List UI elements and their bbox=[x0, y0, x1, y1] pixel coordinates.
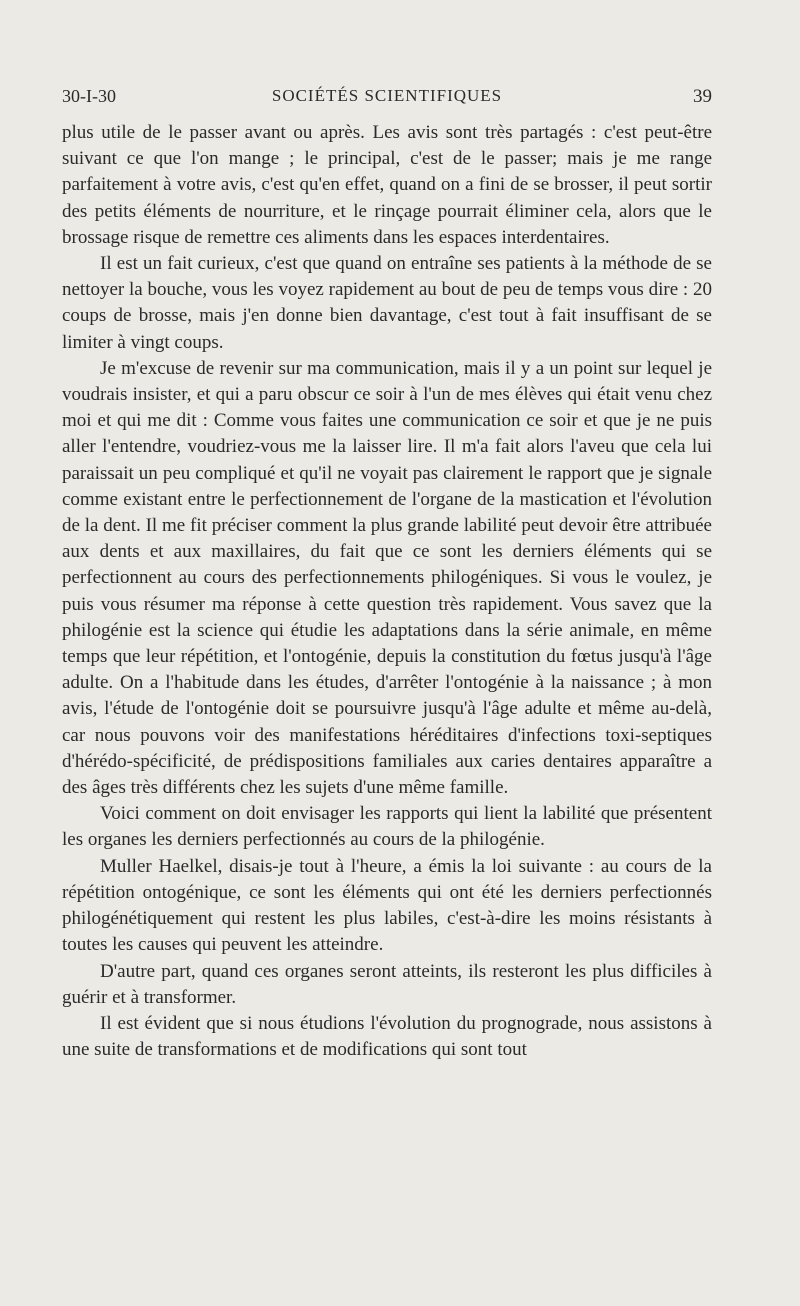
header-title: SOCIÉTÉS SCIENTIFIQUES bbox=[271, 86, 503, 105]
header-date: 30-I-30 bbox=[62, 86, 116, 106]
body-text bbox=[62, 120, 712, 1063]
running-header bbox=[62, 86, 712, 114]
paragraph: Voici comment on doit envisager les rapports qui lient la labilité que présentent les organes les derniers perfectionnés au cours de la philogénie. bbox=[62, 803, 712, 851]
paragraph: D'autre part, quand ces organes seront atteints, ils resteront les plus difficiles à guérir et à transformer. bbox=[62, 960, 712, 1008]
paragraph: Il est évident que si nous étudions l'évolution du prognograde, nous assistons à une suite de transformations et de modifications qui sont tout bbox=[62, 1012, 712, 1061]
paragraph-continued: plus utile de le passer avant ou après. Les avis sont très partagés : c'est peut-être suivant ce que l'on mange ; le principal, c'est de le passer; mais je me range parfaitement à votre avis, c'est qu'en effet, quand on a fini de se brosser, il peut sortir des petits éléments de nourriture, et le rinçage pourrait éliminer cela, alors que le brossage risque de remettre ces aliments dans les espaces interdentaires. bbox=[62, 122, 712, 248]
paragraph: Je m'excuse de revenir sur ma communication, mais il y a un point sur lequel je voudrais insister, et qui a paru obscur ce soir à l'un de mes élèves qui était venu chez moi et qui me dit : Comme vous faites une communication ce soir et que je ne puis aller l'entendre, voudriez-vous me la laisser lire. Il m'a fait alors l'aveu que cela lui paraissait un peu compliqué et qu'il ne voyait pas clairement le rapport que je signale comme existant entre le perfectionnement de l'organe de la mastication et l'évolution de la dent. Il me fit préciser comment la plus grande labilité peut devoir être attribuée aux dents et aux maxillaires, du fait que ce sont les derniers éléments qui se perfectionnent au cours des perfectionnements philogéniques. Si vous le voulez, je puis vous résumer ma réponse à cette question très rapidement. Vous savez que la philogénie est la science qui étudie les adaptations dans la série animale, en même temps que leur répétition, et l'ontogénie, depuis la constitution du fœtus jusqu'à l'âge adulte. On a l'habitude dans les études, d'arrêter l'ontogénie à la naissance ; à mon avis, l'étude de l'ontogénie doit se poursuivre jusqu'à l'âge adulte et même au-delà, car nous pouvons voir des manifestations héréditaires d'infections toxi-septiques d'hérédo-spécificité, de prédispositions familiales aux caries dentaires apparaître a des âges très différents chez les sujets d'une même famille. bbox=[62, 357, 712, 799]
paragraph: Il est un fait curieux, c'est que quand on entraîne ses patients à la méthode de se nettoyer la bouche, vous les voyez rapidement au bout de peu de temps vous dire : 20 coups de brosse, mais j'en donne bien davantage, c'est tout à fait insuffisant de se limiter à vingt coups. bbox=[62, 253, 712, 353]
paragraph: Muller Haelkel, disais-je tout à l'heure, a émis la loi suivante : au cours de la répétition ontogénique, ce sont les éléments qui ont été les derniers perfectionnés philogénétiquement qui restent les plus labiles, c'est-à-dire les moins résistants à toutes les causes qui peuvent les atteindre. bbox=[62, 855, 712, 956]
page-number: 39 bbox=[693, 86, 712, 107]
